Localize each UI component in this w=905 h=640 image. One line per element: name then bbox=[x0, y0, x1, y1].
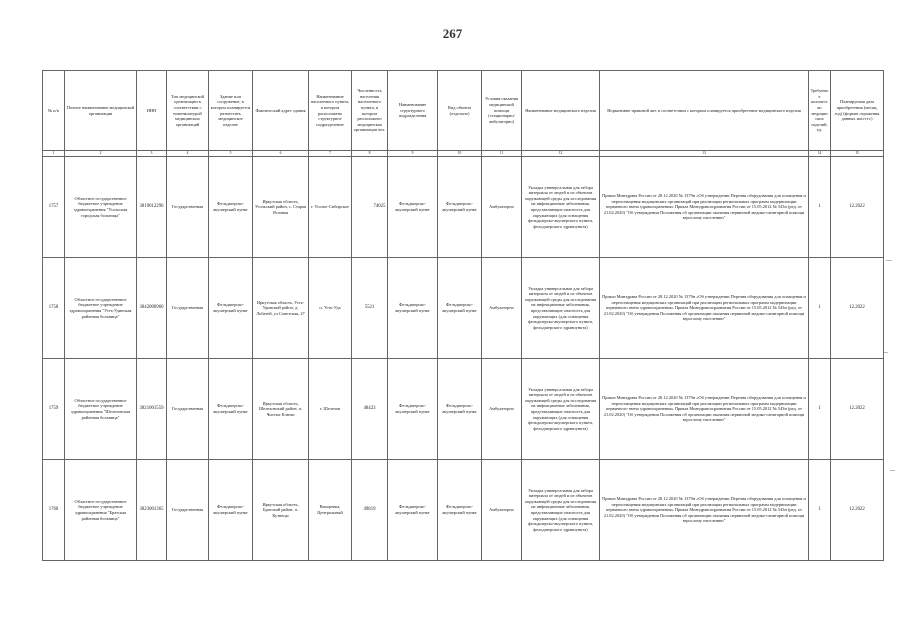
population-cell: 49819 bbox=[352, 460, 388, 561]
column-header: Вид объекта (отдельно) bbox=[438, 71, 482, 151]
column-number: 12 bbox=[522, 151, 600, 157]
column-number: 2 bbox=[65, 151, 137, 157]
column-header: № п/п bbox=[43, 71, 65, 151]
column-number: 13 bbox=[600, 151, 809, 157]
population-cell: 5521 bbox=[352, 258, 388, 359]
subdivision-cell: Фельдшерско-акушерский пункт bbox=[388, 157, 438, 258]
legal-act-cell: Приказ Минздрава России от 28.12.2020 № 1379н «Об утверждении Перечня оборудования для оснащения и переоснащения медицинских организаций при реализации региональных программ модернизации первичного звена здравоохранения» Приказ Минздравсоцразвития России от 15.05.2012 № 543н (ред. от 21.02.2020) "Об утверждении Положения об организации оказания первичной медико-санитарной помощи взрослому населению" bbox=[600, 258, 809, 359]
inn-cell: 3819012290 bbox=[137, 157, 167, 258]
header-row bbox=[43, 71, 884, 151]
org-type-cell: Государственная bbox=[167, 359, 209, 460]
object-type-cell: Фельдшерско-акушерский пункт bbox=[438, 359, 482, 460]
column-number: 11 bbox=[482, 151, 522, 157]
column-header: Здание или сооружение, в котором планируется разместить медицинское изделие bbox=[209, 71, 253, 151]
column-header: Тип медицинской организации в соответствии с номенклатурой медицинских организаций bbox=[167, 71, 209, 151]
column-number: 15 bbox=[831, 151, 884, 157]
column-header: Фактический адрес здания bbox=[253, 71, 309, 151]
table-row bbox=[43, 460, 884, 561]
column-header: Полное наименование медицинской организации bbox=[65, 71, 137, 151]
medical-equipment-table bbox=[42, 70, 884, 561]
quantity-cell: 1 bbox=[809, 359, 831, 460]
settlement-cell: г. Усолье-Сибирское bbox=[309, 157, 352, 258]
building-cell: Фельдшерско-акушерский пункт bbox=[209, 157, 253, 258]
page-number: 267 bbox=[442, 26, 463, 41]
scan-artifact bbox=[886, 260, 892, 261]
legal-act-cell: Приказ Минздрава России от 28.12.2020 № 1379н «Об утверждении Перечня оборудования для оснащения и переоснащения медицинских организаций при реализации региональных программ модернизации первичного звена здравоохранения» Приказ Минздравсоцразвития России от 15.05.2012 № 543н (ред. от 21.02.2020) "Об утверждении Положения об организации оказания первичной медико-санитарной помощи взрослому населению" bbox=[600, 359, 809, 460]
date-cell: 12.2022 bbox=[831, 258, 884, 359]
address-cell: Иркутская область, Шелеховский район, п. Чистые Ключи bbox=[253, 359, 309, 460]
column-header: Наименование населенного пункта, в котором расположено структурное подразделение bbox=[309, 71, 352, 151]
scan-artifact bbox=[884, 352, 888, 353]
column-number: 10 bbox=[438, 151, 482, 157]
org-type-cell: Государственная bbox=[167, 258, 209, 359]
conditions-cell: Амбулаторно bbox=[482, 258, 522, 359]
device-cell: Укладка универсальная для забора материала от людей и из объектов окружающей среды для исследования на инфекционные заболевания, представляющие опасность для окружающих (для оснащения фельдшерско-акушерского пункта, фельдшерского здравпункта) bbox=[522, 157, 600, 258]
column-header: Численность населения населенного пункта, в котором расположено медицинская организация чел. bbox=[352, 71, 388, 151]
address-cell: Иркутская область, Братский район, п. Кузнецы bbox=[253, 460, 309, 561]
org-type-cell: Государственная bbox=[167, 157, 209, 258]
object-type-cell: Фельдшерско-акушерский пункт bbox=[438, 258, 482, 359]
settlement-cell: г. Шелехов bbox=[309, 359, 352, 460]
quantity-cell: 1 bbox=[809, 258, 831, 359]
row-number: 1758 bbox=[43, 258, 65, 359]
table-row bbox=[43, 359, 884, 460]
column-header: Требуемое количество медицинских изделий, ед. bbox=[809, 71, 831, 151]
row-number: 1757 bbox=[43, 157, 65, 258]
building-cell: Фельдшерско-акушерский пункт bbox=[209, 460, 253, 561]
org-name-cell: Областное государственное бюджетное учреждение здравоохранения "Усольская городская больница" bbox=[65, 157, 137, 258]
device-cell: Укладка универсальная для забора материала от людей и из объектов окружающей среды для исследования на инфекционные заболевания, представляющие опасность для окружающих (для оснащения фельдшерско-акушерского пункта, фельдшерского здравпункта) bbox=[522, 460, 600, 561]
column-header: Наименование структурного подразделения bbox=[388, 71, 438, 151]
population-cell: 48423 bbox=[352, 359, 388, 460]
column-number: 14 bbox=[809, 151, 831, 157]
conditions-cell: Амбулаторно bbox=[482, 157, 522, 258]
column-number: 9 bbox=[388, 151, 438, 157]
address-cell: Иркутская область, Усть-Удинский район, д. Лобатей, ул.Советская, 27 bbox=[253, 258, 309, 359]
column-number: 7 bbox=[309, 151, 352, 157]
row-number: 1759 bbox=[43, 359, 65, 460]
org-name-cell: Областное государственное бюджетное учреждение здравоохранения "Усть-Удинская районная больница" bbox=[65, 258, 137, 359]
org-name-cell: Областное государственное бюджетное учреждение здравоохранения "Шелеховская районная больница" bbox=[65, 359, 137, 460]
column-header: Планируемая дата приобретения (месяц, год) (формат отражения данных мм.гггг.) bbox=[831, 71, 884, 151]
column-header: Наименование медицинского изделия bbox=[522, 71, 600, 151]
subdivision-cell: Фельдшерско-акушерский пункт bbox=[388, 258, 438, 359]
inn-cell: 3823001365 bbox=[137, 460, 167, 561]
org-name-cell: Областное государственное бюджетное учреждение здравоохранения "Братская районная больница" bbox=[65, 460, 137, 561]
legal-act-cell: Приказ Минздрава России от 28.12.2020 № 1379н «Об утверждении Перечня оборудования для оснащения и переоснащения медицинских организаций при реализации региональных программ модернизации первичного звена здравоохранения» Приказ Минздравсоцразвития России от 15.05.2012 № 543н (ред. от 21.02.2020) "Об утверждении Положения об организации оказания первичной медико-санитарной помощи взрослому населению" bbox=[600, 460, 809, 561]
legal-act-cell: Приказ Минздрава России от 28.12.2020 № 1379н «Об утверждении Перечня оборудования для оснащения и переоснащения медицинских организаций при реализации региональных программ модернизации первичного звена здравоохранения» Приказ Минздравсоцразвития России от 15.05.2012 № 543н (ред. от 21.02.2020) "Об утверждении Положения об организации оказания первичной медико-санитарной помощи взрослому населению" bbox=[600, 157, 809, 258]
device-cell: Укладка универсальная для забора материала от людей и из объектов окружающей среды для исследования на инфекционные заболевания, представляющие опасность для окружающих (для оснащения фельдшерско-акушерского пункта, фельдшерского здравпункта) bbox=[522, 359, 600, 460]
conditions-cell: Амбулаторно bbox=[482, 359, 522, 460]
column-number: 4 bbox=[167, 151, 209, 157]
subdivision-cell: Фельдшерско-акушерский пункт bbox=[388, 359, 438, 460]
column-header: Условия оказания медицинской помощи (стационарно/ амбулаторно) bbox=[482, 71, 522, 151]
settlement-cell: п. Усть-Уда bbox=[309, 258, 352, 359]
row-number: 1760 bbox=[43, 460, 65, 561]
building-cell: Фельдшерско-акушерский пункт bbox=[209, 258, 253, 359]
settlement-cell: Вихоревка, Центральный bbox=[309, 460, 352, 561]
inn-cell: 3842000960 bbox=[137, 258, 167, 359]
table-row bbox=[43, 258, 884, 359]
date-cell: 12.2022 bbox=[831, 157, 884, 258]
org-type-cell: Государственная bbox=[167, 460, 209, 561]
quantity-cell: 1 bbox=[809, 460, 831, 561]
subdivision-cell: Фельдшерско-акушерский пункт bbox=[388, 460, 438, 561]
table-row bbox=[43, 157, 884, 258]
building-cell: Фельдшерско-акушерский пункт bbox=[209, 359, 253, 460]
conditions-cell: Амбулаторно bbox=[482, 460, 522, 561]
object-type-cell: Фельдшерско-акушерский пункт bbox=[438, 157, 482, 258]
address-cell: Иркутская область, Усольский район, с. Старая Ясачная bbox=[253, 157, 309, 258]
column-number: 8 bbox=[352, 151, 388, 157]
inn-cell: 3821001559 bbox=[137, 359, 167, 460]
scan-artifact bbox=[890, 470, 895, 471]
date-cell: 12.2022 bbox=[831, 359, 884, 460]
column-header: ИНН bbox=[137, 71, 167, 151]
column-number: 3 bbox=[137, 151, 167, 157]
date-cell: 12.2022 bbox=[831, 460, 884, 561]
column-number: 1 bbox=[43, 151, 65, 157]
column-header: Нормативно-правовой акт, в соответствии с которым планируется приобретение медицинского изделия bbox=[600, 71, 809, 151]
quantity-cell: 1 bbox=[809, 157, 831, 258]
object-type-cell: Фельдшерско-акушерский пункт bbox=[438, 460, 482, 561]
device-cell: Укладка универсальная для забора материала от людей и из объектов окружающей среды для исследования на инфекционные заболевания, представляющие опасность для окружающих (для оснащения фельдшерско-акушерского пункта, фельдшерского здравпункта) bbox=[522, 258, 600, 359]
column-number: 6 bbox=[253, 151, 309, 157]
population-cell: 74025 bbox=[352, 157, 388, 258]
column-number: 5 bbox=[209, 151, 253, 157]
